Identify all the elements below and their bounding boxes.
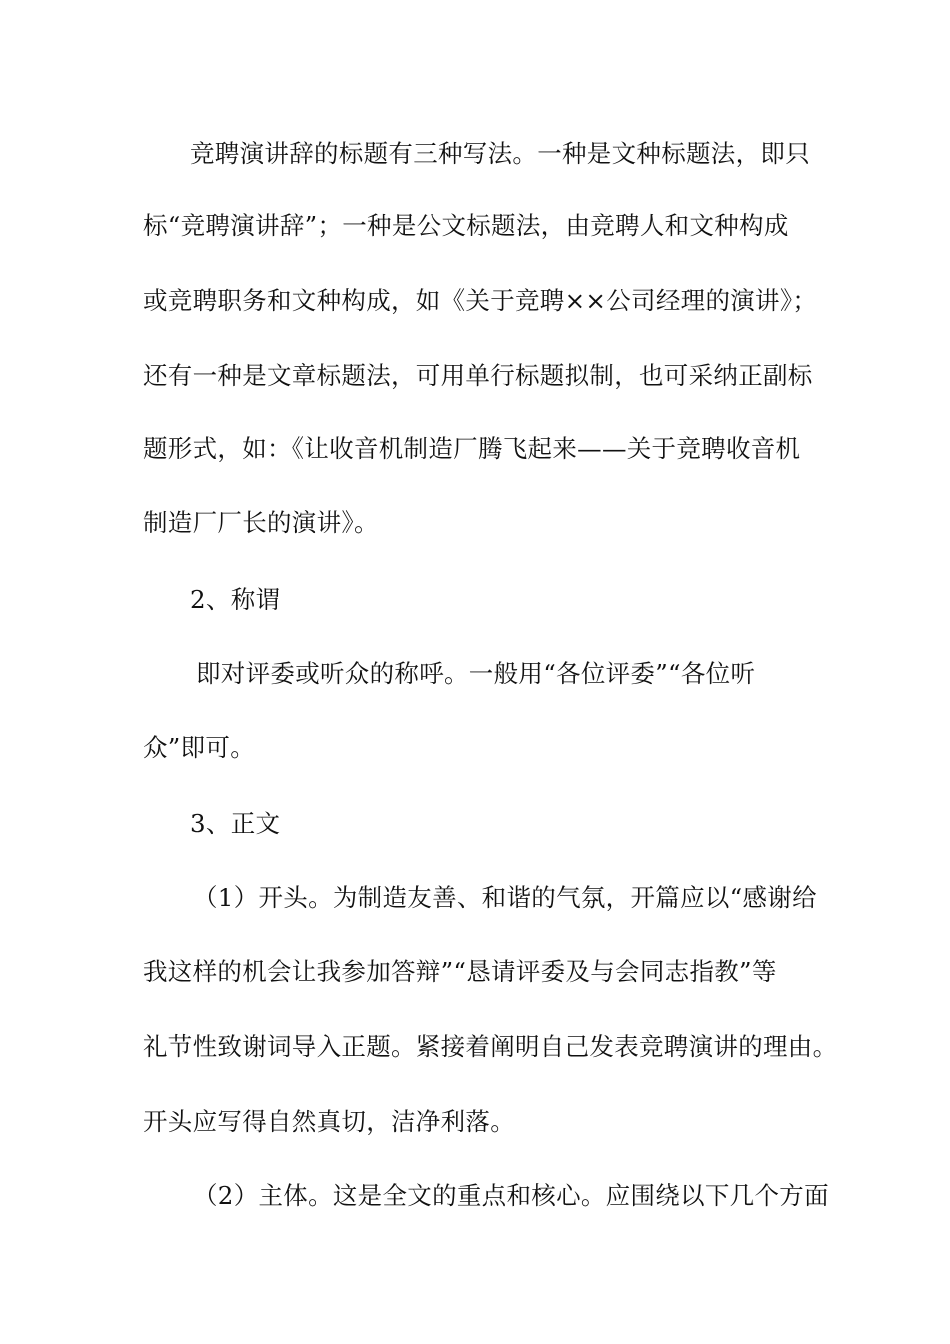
paragraph-line: 即对评委或听众的称呼。一般用“各位评委”“各位听 [196,659,756,688]
paragraph-line: （1）开头。为制造友善、和谐的气氛，开篇应以“感谢给 [193,883,817,912]
paragraph-line: 或竞聘职务和文种构成，如《关于竞聘××公司经理的演讲》； [143,286,818,315]
paragraph-line: 标“竞聘演讲辞”；一种是公文标题法，由竞聘人和文种构成 [143,211,789,240]
paragraph-line: 我这样的机会让我参加答辩”“恳请评委及与会同志指教”等 [143,957,777,986]
paragraph-line: 竞聘演讲辞的标题有三种写法。一种是文种标题法，即只 [190,139,810,168]
paragraph-line: 众”即可。 [143,733,256,762]
paragraph-line: 开头应写得自然真切，洁净利落。 [143,1107,515,1136]
paragraph-line: 制造厂厂长的演讲》。 [143,508,379,537]
paragraph-line: 礼节性致谢词导入正题。紧接着阐明自己发表竞聘演讲的理由。 [143,1032,838,1061]
section-heading: 2、称谓 [190,585,281,614]
section-heading: 3、正文 [190,809,281,838]
paragraph-line: 还有一种是文章标题法，可用单行标题拟制，也可采纳正副标 [143,361,813,390]
paragraph-line: （2）主体。这是全文的重点和核心。应围绕以下几个方面 [193,1181,829,1210]
paragraph-line: 题形式，如：《让收音机制造厂腾飞起来——关于竞聘收音机 [143,434,801,463]
